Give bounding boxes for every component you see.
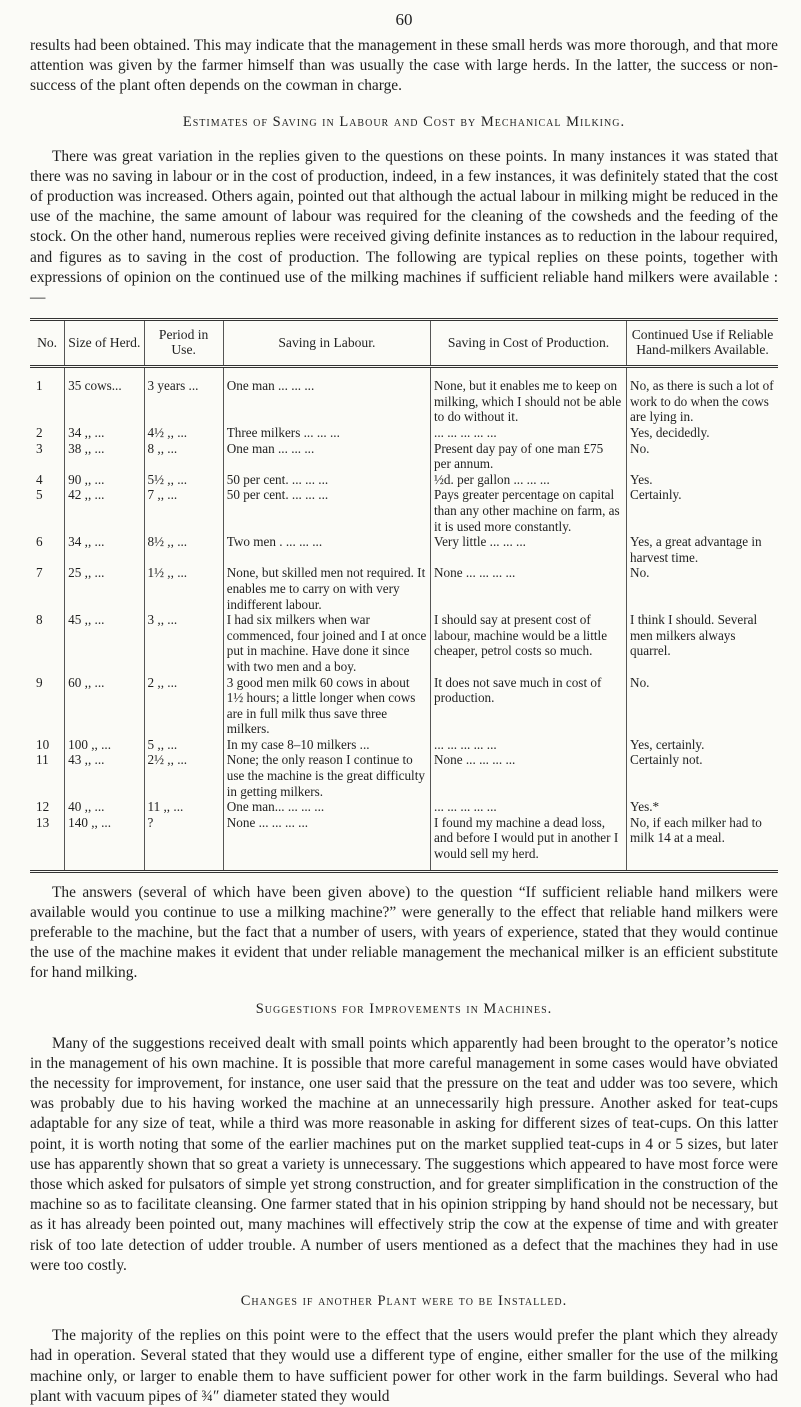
cell-no: 12	[36, 799, 50, 815]
cell-herd-size: 60 ,, ...	[65, 675, 144, 737]
cell-no: 4	[36, 471, 43, 487]
suggestions-paragraph: Many of the suggestions received dealt with small points which apparently had been brought to the operator’s notice in the management of his own machine. It is possible that more careful management in some cases would have obviated the necessity for improvement, for instance, one user said that the pressure on the teat and udder was too severe, which was probably due to his having worked the machine at an unnecessarily high pressure. Another asked for teat-cups adaptable for any size of teat, while a third was more reasonable in asking for different sizes of teat-cups. On this latter point, it is worth noting that some of the earlier machines put on the market supplied teat-cups in 4 or 5 sizes, but later use has apparently shown that so great a variety is unnecessary. The suggestions which appeared to have most force were those which asked for pulsators of simple yet strong construction, and for greater simplification in the construction of the machine so as to facilitate cleansing. One farmer stated that in his opinion stripping by hand should not be necessary, but as it has already been pointed out, many machines will effectively strip the cow at the expense of time and with greater risk of too late detection of udder trouble. A number of users mentioned as a defect that the machines they had in use were too costly.	[30, 1034, 778, 1274]
cell-herd-size: 34 ,, ...	[65, 534, 144, 565]
section-heading-changes: Changes if another Plant were to be Installed.	[240, 1293, 568, 1310]
cell-saving-labour: Two men . ... ... ...	[223, 534, 430, 565]
cell-continued-use: No.	[627, 565, 778, 612]
cell-continued-use: Yes.	[627, 472, 778, 488]
cell-no: 11	[36, 752, 49, 768]
cell-saving-labour: One man... ... ... ...	[223, 799, 430, 815]
cell-no: 6	[36, 534, 43, 550]
cell-continued-use: Yes.*	[627, 799, 778, 815]
header-continued-use: Continued Use if Reliable Hand-milkers Available.	[627, 320, 778, 367]
cell-saving-labour: Three milkers ... ... ...	[223, 425, 430, 441]
estimates-paragraph: There was great variation in the replies given to the questions on these points. In many instances it was stated that there was no saving in labour or in the cost of production, indeed, in a few instances, it was definitely stated that the cost of production was increased. Others again, pointed out that although the actual labour in milking might be reduced in the use of the machine, the same amount of labour was required for the cleaning of the cowsheds and the feeding of the stock. On the other hand, numerous replies were received giving definite instances as to reduction in the labour required, and figures as to saving in the cost of production. The following are typical replies on these points, together with expressions of opinion on the continued use of the milking machines if sufficient reliable hand milkers were available :—	[30, 147, 778, 307]
cell-saving-cost: None ... ... ... ...	[431, 565, 627, 612]
cell-continued-use: Certainly not.	[627, 752, 778, 799]
cell-continued-use: Yes, decidedly.	[627, 425, 778, 441]
cell-period: 4½ ,, ...	[144, 425, 223, 441]
changes-paragraph: The majority of the replies on this point were to the effect that the users would prefer the plant which they already had in operation. Several stated that they would use a different type of engine, either smaller for the use of the milking machine only, or larger to enable them to have sufficient power for other work in the farm buildings. Several who had plant with vacuum pipes of ¾″ diameter stated they would	[30, 1327, 778, 1405]
cell-saving-cost: I should say at present cost of labour, machine would be a little cheaper, petrol costs so much.	[431, 612, 627, 674]
cell-period: 2½ ,, ...	[144, 752, 223, 799]
cell-no: 9	[36, 674, 43, 690]
cell-continued-use: I think I should. Several men milkers always quarrel.	[627, 612, 778, 674]
cell-period: 3 ,, ...	[144, 612, 223, 674]
cell-saving-labour: None, but skilled men not required. It enables me to carry on with very indifferent labour.	[223, 565, 430, 612]
table-row	[30, 367, 778, 425]
cell-herd-size: 34 ,, ...	[65, 425, 144, 441]
cell-saving-labour: 3 good men milk 60 cows in about 1½ hours; a little longer when cows are in full milk thus save three milkers.	[223, 675, 430, 737]
page-number: 60	[395, 10, 413, 29]
header-herd-size: Size of Herd.	[65, 320, 144, 367]
cell-saving-labour: I had six milkers when war commenced, four joined and I at once put in machine. Have done it since with two men and a boy.	[223, 612, 430, 674]
cell-herd-size: 40 ,, ...	[65, 799, 144, 815]
cell-herd-size: 45 ,, ...	[65, 612, 144, 674]
table-row	[30, 565, 778, 612]
cell-saving-labour: In my case 8–10 milkers ...	[223, 737, 430, 753]
cell-herd-size: 25 ,, ...	[65, 565, 144, 612]
cell-saving-labour: None ... ... ... ...	[223, 815, 430, 871]
cell-no: 1	[36, 378, 43, 394]
cell-herd-size: 140 ,, ...	[65, 815, 144, 871]
cell-period: 8½ ,, ...	[144, 534, 223, 565]
cell-no: 7	[36, 565, 43, 581]
cell-period: ?	[144, 815, 223, 871]
section-heading-suggestions: Suggestions for Improvements in Machines.	[255, 1000, 553, 1017]
cell-saving-labour: 50 per cent. ... ... ...	[223, 472, 430, 488]
cell-saving-cost: None ... ... ... ...	[431, 752, 627, 799]
cell-herd-size: 90 ,, ...	[65, 472, 144, 488]
cell-saving-cost: It does not save much in cost of production.	[431, 675, 627, 737]
cell-continued-use: Yes, a great advantage in harvest time.	[627, 534, 778, 565]
cell-continued-use: No, as there is such a lot of work to do when the cows are lying in.	[627, 367, 778, 425]
cell-no: 8	[36, 612, 43, 628]
cell-no: 5	[36, 487, 43, 503]
table-row	[30, 737, 778, 753]
cell-continued-use: No, if each milker had to milk 14 at a meal.	[627, 815, 778, 871]
cell-saving-cost: ½d. per gallon ... ... ...	[431, 472, 627, 488]
cell-saving-cost: ... ... ... ... ...	[431, 799, 627, 815]
cell-period: 2 ,, ...	[144, 675, 223, 737]
cell-continued-use: No.	[627, 675, 778, 737]
intro-paragraph: results had been obtained. This may indicate that the management in these small herds was more thorough, and that more attention was given by the farmer himself than was usually the case with large herds. In the latter, the success or non-success of the plant often depends on the cowman in charge.	[30, 37, 778, 95]
cell-saving-cost: I found my machine a dead loss, and before I would put in another I would sell my herd.	[431, 815, 627, 871]
cell-herd-size: 42 ,, ...	[65, 487, 144, 534]
header-saving-cost: Saving in Cost of Production.	[431, 320, 627, 367]
cell-herd-size: 43 ,, ...	[65, 752, 144, 799]
table-row	[30, 612, 778, 674]
cell-herd-size: 38 ,, ...	[65, 441, 144, 472]
table-row	[30, 472, 778, 488]
table-row	[30, 487, 778, 534]
cell-herd-size: 35 cows...	[65, 367, 144, 425]
cell-saving-cost: ... ... ... ... ...	[431, 737, 627, 753]
header-period: Period in Use.	[144, 320, 223, 367]
header-saving-labour: Saving in Labour.	[223, 320, 430, 367]
cell-saving-cost: None, but it enables me to keep on milking, which I should not be able to do without it.	[431, 367, 627, 425]
cell-saving-labour: None; the only reason I continue to use the machine is the great difficulty in getting milkers.	[223, 752, 430, 799]
table-row	[30, 534, 778, 565]
cell-no: 10	[36, 736, 50, 752]
table-header-row	[30, 320, 778, 367]
cell-period: 5½ ,, ...	[144, 472, 223, 488]
cell-saving-cost: ... ... ... ... ...	[431, 425, 627, 441]
cell-period: 3 years ...	[144, 367, 223, 425]
cell-period: 7 ,, ...	[144, 487, 223, 534]
table-row	[30, 675, 778, 737]
document-page	[30, 10, 778, 1407]
cell-saving-cost: Present day pay of one man £75 per annum.	[431, 441, 627, 472]
table-row	[30, 815, 778, 871]
cell-saving-labour: 50 per cent. ... ... ...	[223, 487, 430, 534]
cell-saving-labour: One man ... ... ...	[223, 441, 430, 472]
cell-period: 8 ,, ...	[144, 441, 223, 472]
after-table-paragraph: The answers (several of which have been given above) to the question “If sufficient reliable hand milkers were available would you continue to use a milking machine?” were generally to the effect that reliable hand milkers were preferable to the machine, but the fact that a number of users, with years of experience, stated that they would continue the use of the machine makes it evident that under reliable management the mechanical milker is an efficient substitute for hand milking.	[30, 883, 778, 982]
cell-saving-cost: Very little ... ... ...	[431, 534, 627, 565]
header-no: No.	[30, 320, 65, 367]
cell-herd-size: 100 ,, ...	[65, 737, 144, 753]
cell-period: 1½ ,, ...	[144, 565, 223, 612]
cell-no: 2	[36, 425, 43, 441]
replies-table	[30, 318, 778, 872]
cell-period: 5 ,, ...	[144, 737, 223, 753]
table-row	[30, 441, 778, 472]
table-row	[30, 799, 778, 815]
table-row	[30, 425, 778, 441]
cell-no: 13	[30, 815, 65, 871]
section-heading-estimates: Estimates of Saving in Labour and Cost by Mechanical Milking.	[182, 113, 626, 130]
cell-saving-labour: One man ... ... ...	[223, 367, 430, 425]
cell-continued-use: No.	[627, 441, 778, 472]
cell-no: 3	[36, 440, 43, 456]
cell-continued-use: Yes, certainly.	[627, 737, 778, 753]
cell-period: 11 ,, ...	[144, 799, 223, 815]
table-row	[30, 752, 778, 799]
table-body	[30, 367, 778, 871]
cell-continued-use: Certainly.	[627, 487, 778, 534]
cell-saving-cost: Pays greater percentage on capital than any other machine on farm, as it is used more constantly.	[431, 487, 627, 534]
